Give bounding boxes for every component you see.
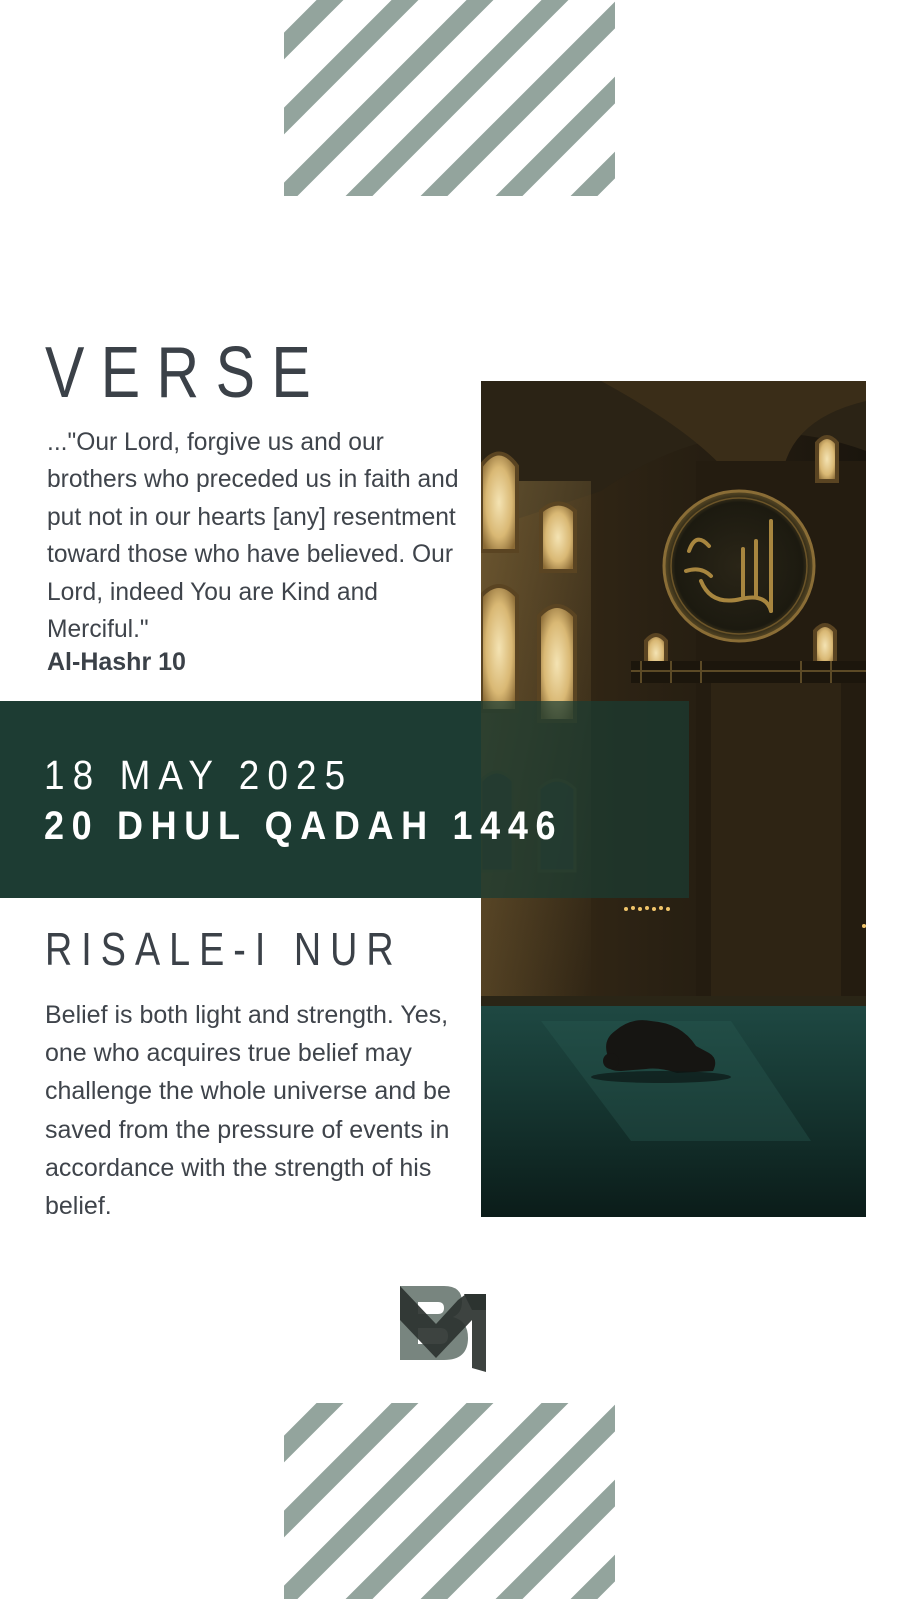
gregorian-date: 18 MAY 2025 — [44, 752, 354, 798]
bm-logo-icon — [398, 1280, 490, 1372]
hijri-date: 20 DHUL QADAH 1446 — [44, 804, 564, 848]
verse-reference: Al-Hashr 10 — [47, 648, 186, 676]
top-stripe-decoration — [284, 0, 615, 196]
bottom-stripe-decoration — [284, 1403, 615, 1599]
verse-heading: VERSE — [45, 333, 328, 413]
risale-text: Belief is both light and strength. Yes, one who acquires true belief may challenge the whole universe and be saved from the pressure of events in accordance with the strength of his belief. — [45, 1001, 451, 1221]
risale-heading: RISALE-I NUR — [45, 923, 403, 975]
date-band — [0, 701, 481, 898]
date-band-overlay — [481, 701, 689, 898]
verse-text: ..."Our Lord, forgive us and our brothers who preceded us in faith and put not in our hearts [any] resentment toward those who have believed. Our Lord, indeed You are Kind and Merciful." — [47, 429, 459, 644]
